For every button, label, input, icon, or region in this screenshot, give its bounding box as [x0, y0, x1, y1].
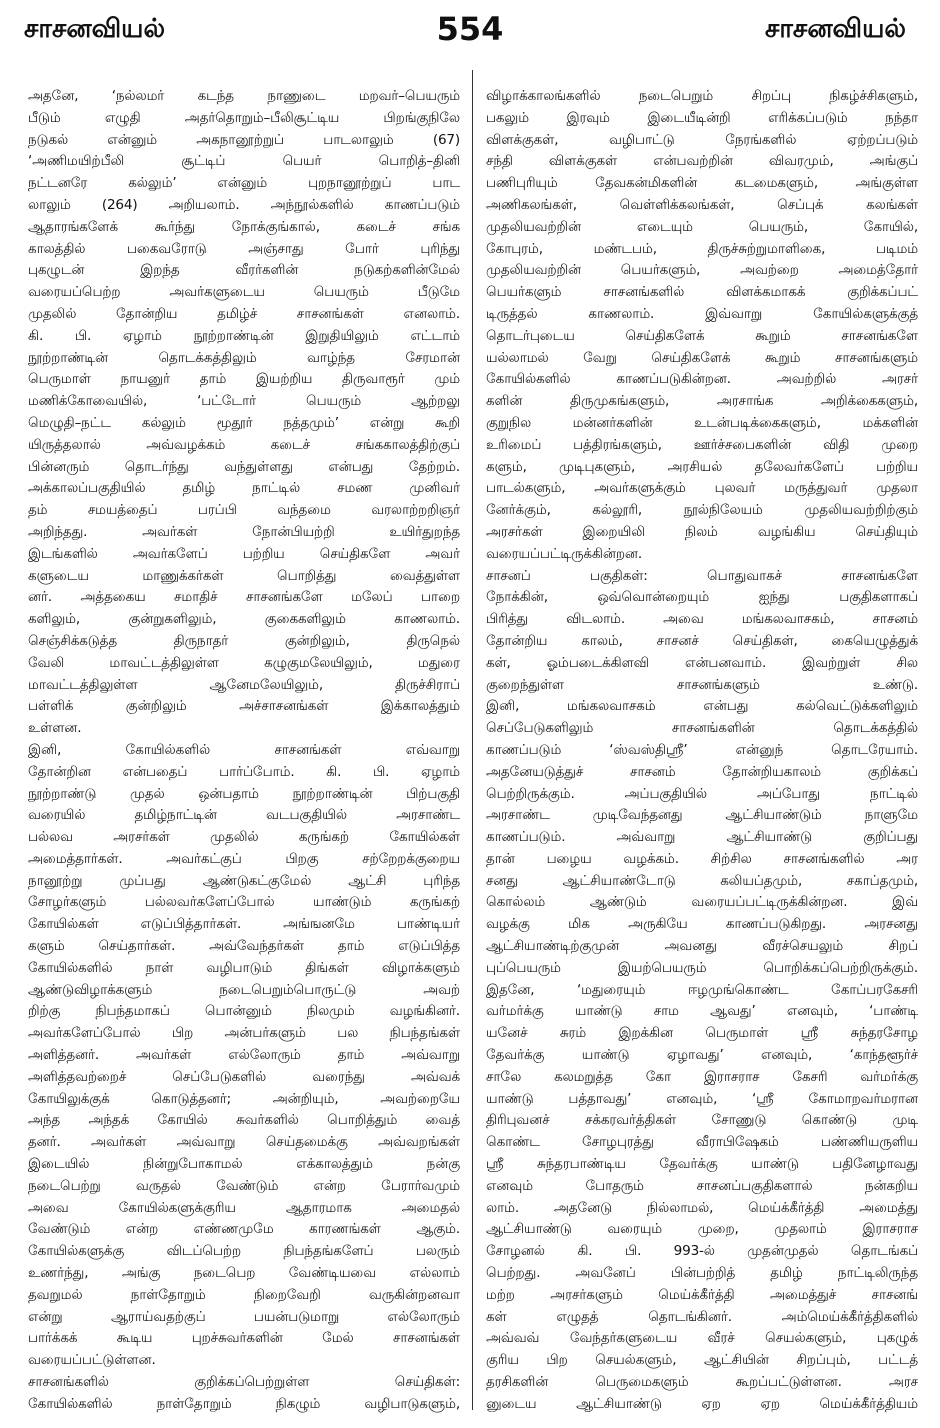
text-line: வரையப்பெற்ற அவர்களுடைய பெயரும் பீடுமே [28, 284, 460, 301]
text-line: யாண்டு பத்தாவது’ எனவும், ‘ஸ்ரீ கோமாறவர்மரான [486, 1090, 918, 1107]
running-title-right: சாசனவியல் [764, 14, 906, 44]
text-line: அறிந்தது. அவர்கள் நோன்பியற்றி உயிர்துறந்த [28, 523, 460, 540]
right-text-column [486, 86, 918, 1416]
text-line: உணர்ந்து, அங்கு நடைபெற வேண்டியவை எல்லாம் [28, 1265, 460, 1282]
text-line: னேர்க்கும், கல்லூரி, நூல்நிலேயம் முதலியவற்றிற்கும் [486, 502, 918, 519]
text-line: நடைபெற்று வருதல் வேண்டும் என்ற பேரார்வமும் [28, 1177, 460, 1194]
text-line: கோயிலுக்குக் கொடுத்தனர்; அன்றியும், அவற்றையே [28, 1090, 460, 1107]
text-line: ஆதாரங்களேக் கூர்ந்து நோக்குங்கால், கடைச் சங்க [28, 218, 460, 235]
text-line: முதலில் தோன்றிய தமிழ்ச் சாசனங்கள் எனலாம். [28, 305, 460, 322]
text-line: னுடைய ஆட்சியாண்டு ஏற ஏற மெய்க்கீர்த்தியம் [486, 1395, 918, 1412]
text-line: களின் திருமுகங்களும், அரசாங்க அறிக்கைகளும், [486, 393, 918, 410]
text-line: பின்னரும் தொடர்ந்து வந்துள்ளது என்பது தேற்றம். [28, 458, 460, 475]
text-line: தவறுமல் நாள்தோறும் நிறைவேறி வருகின்றனவா [28, 1286, 460, 1303]
text-line: வர்மர்க்கு யாண்டு சாம ஆவது’ எனவும், ‘பாண்டி [486, 1003, 918, 1020]
text-line: தோன்றிய காலம், சாசனச் செய்திகள், கையெழுத்துக் [486, 632, 918, 649]
text-line: அமைத்தார்கள். அவர்கட்குப் பிறகு சற்றேறக்குறைய [28, 850, 460, 867]
text-line: பார்க்கக் கூடிய புறச்சுவர்களின் மேல் சாசனங்கள் [28, 1330, 460, 1347]
page-header [0, 0, 940, 60]
text-line: புகழுடன் இறந்த வீரர்களின் நடுகற்களின்மேல் [28, 262, 460, 279]
text-line: நூற்றாண்டு முதல் ஒன்பதாம் நூற்றாண்டின் பிற்பகுதி [28, 785, 460, 802]
text-line: உரிமைப் பத்திரங்களும், ஊர்ச்சபைகளின் விதி முறை [486, 436, 918, 453]
text-line: காணப்படும் ‘ஸ்வஸ்திஸ்ரீ’ என்னுந் தொடரேயாம். [486, 741, 918, 758]
text-line: சந்தி விளக்குகள் என்பவற்றின் விவரமும், அங்குப் [486, 153, 918, 170]
text-line: கொல்லம் ஆண்டும் வரையப்பட்டிருக்கின்றன. இவ் [486, 894, 918, 911]
text-line: இடையில் நின்றுபோகாமல் எக்காலத்தும் நன்கு [28, 1156, 460, 1173]
running-title-left: சாசனவியல் [24, 14, 166, 44]
text-line: இதனே, ‘மதுரையும் ஈழமுங்கொண்ட கோப்பரகேசரி [486, 981, 918, 998]
text-line: அணிகலங்கள், வெள்ளிக்கலங்கள், செப்புக் கலங்கள் [486, 196, 918, 213]
left-text-column [28, 86, 460, 1416]
text-line: நடுகல் என்னும் அகநானூற்றுப் பாடலாலும் (67) [28, 131, 460, 148]
text-line: களிலும், குன்றுகளிலும், குகைகளிலும் காணலாம். [28, 611, 460, 628]
text-line: லாம். அதனேடு நில்லாமல், மெய்க்கீர்த்தி அமைத்து [486, 1199, 918, 1216]
text-line: பிரித்து விடலாம். அவை மங்கலவாசகம், சாசனம் [486, 611, 918, 628]
text-line: நானூற்று முப்பது ஆண்டுகட்குமேல் ஆட்சி புரிந்த [28, 872, 460, 889]
text-line: களும், முடிபுகளும், அரசியல் தலேவர்களேப் பற்றிய [486, 458, 918, 475]
text-line: இடங்களில் அவர்களேப் பற்றிய செய்திகளே அவர் [28, 545, 460, 562]
text-line: விழாக்காலங்களில் நடைபெறும் சிறப்பு நிகழ்ச்சிகளும், [486, 88, 918, 104]
text-line: யனேச் சுரம் இறக்கின பெருமாள் ஸ்ரீ சுந்தரசோழ [486, 1025, 918, 1042]
text-line: களுடைய மாணுக்கர்கள் பொறித்து வைத்துள்ள [28, 567, 460, 584]
text-line: யிருத்தலால் அவ்வழக்கம் கடைச் சங்ககாலத்திற்குப் [28, 436, 460, 453]
text-line: தம் சமயத்தைப் பரப்பி வந்தமை வரலாற்றறிஞர் [28, 502, 460, 519]
text-line: கோயில்களில் காணப்படுகின்றன. அவற்றில் அரசர் [486, 371, 918, 388]
text-line: நோக்கின், ஒவ்வொன்றையும் ஐந்து பகுதிகளாகப் [486, 589, 918, 606]
text-line: பல்லவ அரசர்கள் முதலில் கருங்கற் கோயில்கள் [28, 829, 460, 846]
text-line: வேலி மாவட்டத்திலுள்ள கழுகுமலேயிலும், மதுரை [28, 654, 460, 671]
text-line: இனி, மங்கலவாசகம் என்பது கல்வெட்டுக்களிலும் [486, 698, 918, 715]
text-line: எனவும் போதரும் சாசனப்பகுதிகளால் நன்கறிய [486, 1177, 918, 1194]
text-line: அரசாண்ட முடிவேந்தனது ஆட்சியாண்டும் நாளுமே [486, 807, 918, 824]
text-line: ஆட்சியாண்டிற்குமுன் அவனது வீரச்செயலும் சிறப் [486, 938, 918, 955]
text-line: தான் பழைய வழக்கம். சிற்சில சாசனங்களில் அர [486, 850, 918, 867]
text-line: பெற்றிருக்கும். அப்பகுதியில் அப்போது நாட்டில் [486, 785, 918, 802]
text-line: அவ்வவ் வேந்தர்களுடைய வீரச் செயல்களும், புகழுக் [486, 1330, 918, 1347]
text-line: தோன்றின என்பதைப் பார்ப்போம். கி. பி. ஏழாம் [28, 763, 460, 780]
text-line: கள் எழுதத் தொடங்கினர். அம்மெய்க்கீர்த்திகளில் [486, 1308, 918, 1325]
text-line: காணப்படும். அவ்வாறு ஆட்சியாண்டு குறிப்பது [486, 829, 918, 846]
text-line: சனது ஆட்சியாண்டோடு கலியப்தமும், சகாப்தமும், [486, 872, 918, 889]
text-line: பகலும் இரவும் இடையீடின்றி எரிக்கப்படும் நந்தா [486, 109, 918, 126]
text-line: ‘அணிமயிற்பீலி சூட்டிப் பெயர் பொறித்–தினி [28, 153, 460, 170]
text-line: தேவர்க்கு யாண்டு ஏழாவது’ எனவும், ‘காந்தளூர்ச் [486, 1047, 918, 1064]
text-line: காலத்தில் பகைவரோடு அஞ்சாது போர் புரிந்து [28, 240, 460, 257]
text-line: அளித்தனர். அவர்கள் எல்லோரும் தாம் அவ்வாறு [28, 1047, 460, 1064]
text-line: மாவட்டத்திலுள்ள ஆனேமலேயிலும், திருச்சிராப் [28, 676, 460, 693]
text-line: ஆண்டுவிழாக்களும் நடைபெறும்பொருட்டு அவற் [28, 981, 460, 998]
text-line: அரசர்கள் இறையிலி நிலம் வழங்கிய செய்தியும் [486, 523, 918, 540]
text-line: பாடல்களும், அவர்களுக்கும் புலவர் மருத்துவர் முதலா [486, 480, 918, 497]
text-line: லாலும் (264) அறியலாம். அந்நூல்களில் காணப்படும் [28, 196, 460, 213]
column-divider [472, 70, 473, 1410]
text-line: குறைந்துள்ள சாசனங்களும் உண்டு. [486, 676, 918, 693]
text-line: என்று ஆராய்வதற்குப் பயன்படுமாறு எல்லோரும் [28, 1308, 460, 1325]
text-line: யல்லாமல் வேறு செய்திகளேக் கூறும் சாசனங்களும் [486, 349, 918, 366]
text-line: றிற்கு நிபந்தமாகப் பொன்னும் நிலமும் வழங்கினர். [28, 1003, 460, 1020]
page-number: 554 [436, 10, 504, 48]
text-line: பீடும் எழுதி அதர்தொறும்–பீலிசூட்டிய பிறங்குநிலே [28, 109, 460, 126]
text-line: சாசனப் பகுதிகள்: பொதுவாகச் சாசனங்களே [486, 567, 918, 584]
text-line: கோயில்களில் நாள்தோறும் நிகழும் வழிபாடுகளும், [28, 1395, 460, 1412]
text-line: முதலியவற்றின் பெயர்களும், அவற்றை அமைத்தோர் [486, 262, 918, 279]
text-line: பணிபுரியும் தேவகன்மிகளின் கடமைகளும், அங்குள்ள [486, 175, 918, 192]
text-line: வேண்டும் என்ற எண்ணமுமே காரணங்கள் ஆகும். [28, 1221, 460, 1238]
text-line: தொடர்புடைய செய்திகளேக் கூறும் சாசனங்களே [486, 327, 918, 344]
text-line: புப்பெயரும் இயற்பெயரும் பொறிக்கப்பெற்றிருக்கும். [486, 959, 918, 976]
text-line: கி. பி. ஏழாம் நூற்றாண்டின் இறுதியிலும் எட்டாம் [28, 327, 460, 344]
text-line: மற்ற அரசர்களும் மெய்க்கீர்த்தி அமைத்துச் சாசனங் [486, 1286, 918, 1303]
text-line: பெற்றது. அவனேப் பின்பற்றித் தமிழ் நாட்டிலிருந்த [486, 1265, 918, 1282]
text-line: செப்பேடுகளிலும் சாசனங்களின் தொடக்கத்தில் [486, 720, 918, 737]
text-line: கொண்ட சோழபுரத்து வீராபிஷேகம் பண்ணியருளிய [486, 1134, 918, 1151]
text-line: அதனே, ‘நல்லமர் கடந்த நாணுடை மறவர்–பெயரும் [28, 88, 460, 104]
text-line: உள்ளன. [28, 720, 82, 737]
text-line: வரையப்பட்டிருக்கின்றன. [486, 545, 642, 562]
text-line: கோயில்கள் எடுப்பித்தார்கள். அங்ஙனமே பாண்டியர் [28, 916, 460, 933]
text-line: அவர்களேப்போல் பிற அன்பர்களும் பல நிபந்தங்கள் [28, 1025, 460, 1042]
text-line: கோபுரம், மண்டபம், திருச்சுற்றுமாளிகை, படிமம் [486, 240, 918, 257]
text-line: பெயர்களும் சாசனங்களில் விளக்கமாகக் குறிக்கப்பட் [486, 284, 918, 301]
text-line: நூற்றாண்டின் தொடக்கத்திலும் வாழ்ந்த சேரமான் [28, 349, 460, 366]
text-line: சாலே கலமறுத்த கோ இராசராச கேசரி வர்மர்க்கு [486, 1068, 918, 1085]
text-line: குரிய பிற செயல்களும், ஆட்சியின் சிறப்பும், பட்டத் [486, 1352, 918, 1369]
text-line: களும் செய்தார்கள். அவ்வேந்தர்கள் தாம் எடுப்பித்த [28, 938, 460, 955]
text-line: கோயில்களுக்கு விடப்பெற்ற நிபந்தங்களேப் பலரும் [28, 1243, 460, 1260]
text-line: டிருத்தல் காணலாம். இவ்வாறு கோயில்களுக்குத் [486, 305, 918, 322]
text-line: நட்டனரே கல்லும்’ என்னும் புறநானூற்றுப் பாட [28, 175, 460, 192]
text-line: சோழனல் கி. பி. 993-ல் முதன்முதல் தொடங்கப் [486, 1243, 918, 1260]
text-line: சோழர்களும் பல்லவர்களேப்போல் யாண்டும் கருங்கற் [28, 894, 460, 911]
text-line: அக்காலப்பகுதியில் தமிழ் நாட்டில் சமண முனிவர் [28, 480, 460, 497]
text-line: மெழுதி–நட்ட கல்லும் மூதூர் நத்தமும்’ என்று கூறி [28, 414, 460, 431]
text-line: வழக்கு மிக அருகியே காணப்படுகிறது. அரசனது [486, 916, 918, 933]
text-line: வரையில் தமிழ்நாட்டின் வடபகுதியில் அரசாண்ட [28, 807, 460, 824]
text-line: முதலியவற்றின் எடையும் பெயரும், கோயில், [486, 218, 918, 235]
text-line: அளித்தவற்றைச் செப்பேடுகளில் வரைந்து அவ்வக் [28, 1068, 460, 1085]
text-line: மணிக்கோவையில், ‘பட்டோர் பெயரும் ஆற்றலு [28, 393, 460, 410]
text-line: அதனேயடுத்துச் சாசனம் தோன்றியகாலம் குறிக்கப் [486, 763, 918, 780]
text-line: அவை கோயில்களுக்குரிய ஆதாரமாக அமைதல் [28, 1199, 460, 1216]
text-line: சாசனங்களில் குறிக்கப்பெற்றுள்ள செய்திகள்: [28, 1374, 460, 1391]
text-line: ஆட்சியாண்டு வரையும் முறை, முதலாம் இராசராச [486, 1221, 918, 1238]
text-line: வரையப்பட்டுள்ளன. [28, 1352, 156, 1369]
text-line: பள்ளிக் குன்றிலும் அச்சாசனங்கள் இக்காலத்தும் [28, 698, 460, 715]
text-line: பெருமாள் நாயனுர் தாம் இயற்றிய திருவாரூர் மும் [28, 371, 460, 388]
text-line: திரிபுவனச் சக்கரவர்த்திகள் சோணுடு கொண்டு முடி [486, 1112, 918, 1129]
text-line: அந்த அந்தக் கோயில் சுவர்களில் பொறித்தும் வைத் [28, 1112, 460, 1129]
text-line: கோயில்களில் நாள் வழிபாடும் திங்கள் விழாக்களும் [28, 959, 460, 976]
text-line: ஸ்ரீ சுந்தரபாண்டிய தேவர்க்கு யாண்டு பதினேழாவது [486, 1156, 918, 1173]
text-line: தரசிகளின் பெருமைகளும் கூறப்பட்டுள்ளன. அரச [486, 1374, 918, 1391]
text-line: தனர். அவர்கள் அவ்வாறு செய்தமைக்கு அவ்வறங்கள் [28, 1134, 460, 1151]
text-line: செஞ்சிக்கடுத்த திருநாதர் குன்றிலும், திருநெல் [28, 632, 460, 649]
text-line: னர். அத்தகைய சமாதிச் சாசனங்களே மலேப் பாறை [28, 589, 460, 606]
text-line: குறுநில மன்னர்களின் உடன்படிக்கைகளும், மக்களின் [486, 414, 918, 431]
text-line: விளக்குகள், வழிபாட்டு நேரங்களில் ஏற்றப்படும் [486, 131, 918, 148]
text-line: இனி, கோயில்களில் சாசனங்கள் எவ்வாறு [28, 741, 460, 758]
text-line: கள், ஓம்படைக்கிளவி என்பனவாம். இவற்றுள் சில [486, 654, 918, 671]
